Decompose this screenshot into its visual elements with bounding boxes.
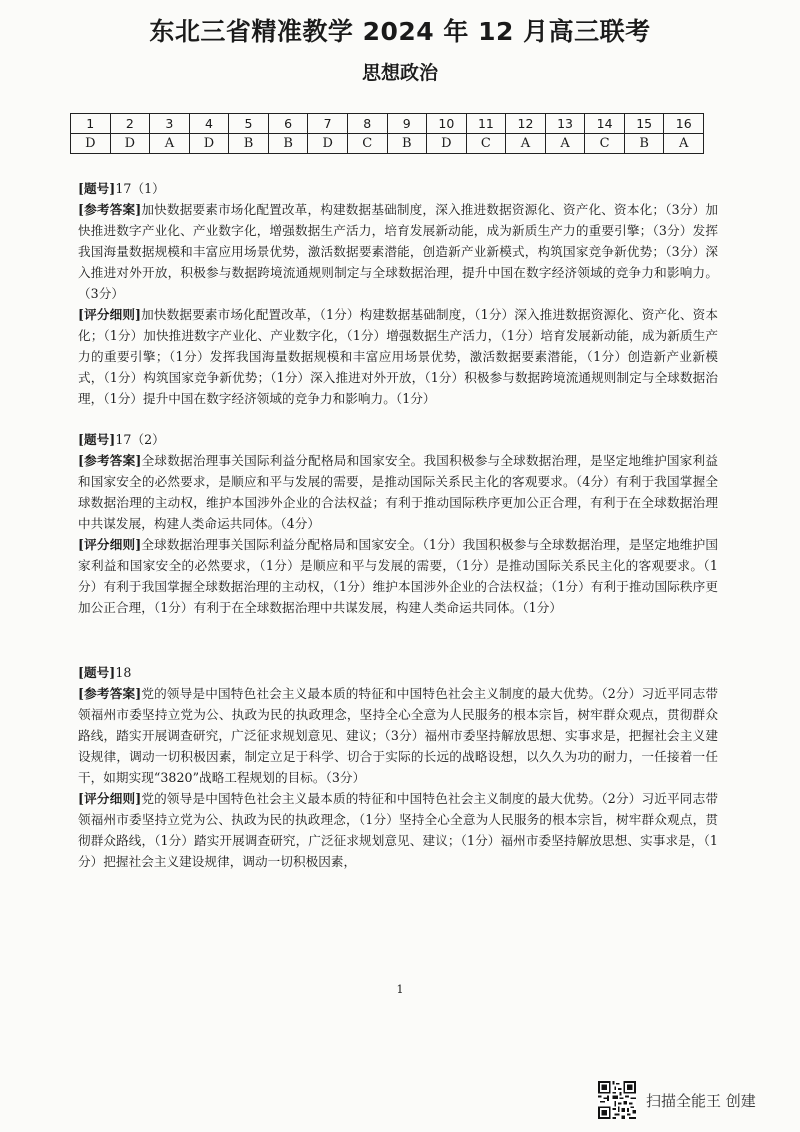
question-number-cell: 7 (308, 114, 348, 134)
question-number-cell: 8 (347, 114, 387, 134)
question-number: 17（2） (115, 432, 165, 447)
page-title: 东北三省精准教学 2024 年 12 月高三联考 (149, 17, 651, 46)
question-label: [题号] (78, 432, 116, 447)
page-number: 1 (396, 983, 404, 996)
answer-cell: D (427, 134, 467, 154)
question-number-cell: 12 (506, 114, 546, 134)
reference-answer-text: 党的领导是中国特色社会主义最本质的特征和中国特色社会主义制度的最大优势。（2分）习近平同志带领福州市委坚持立党为公、执政为民的执政理念，坚持全心全意为人民服务的根本宗旨，树牢群众观点，贯彻群众路线，踏实开展调查研究，广泛征求规划意见、建议；（3分）福州市委坚持解放思想、实事求是，把握社会主义建设规律，调动一切积极因素，制定立足于科学、切合于实际的长远的战略设想，以久久为功的耐力，一任接着一任干，如期实现“3820”战略工程规划的目标。（3分） (78, 686, 718, 785)
page-subtitle: 思想政治 (361, 62, 438, 84)
answer-cell: B (229, 134, 269, 154)
answer-cell: C (585, 134, 625, 154)
reference-answer-label: [参考答案] (78, 202, 142, 217)
question-label: [题号] (78, 181, 116, 196)
answer-cell: A (506, 134, 546, 154)
scoring-rules (78, 304, 718, 409)
question-number-line (78, 178, 718, 199)
scanner-watermark (598, 1080, 788, 1120)
qr-code-icon (598, 1081, 636, 1119)
question-number-cell: 16 (664, 114, 704, 134)
answer-cell: A (150, 134, 190, 154)
question-number: 17（1） (115, 181, 165, 196)
answer-cell: A (545, 134, 585, 154)
question-number-cell: 9 (387, 114, 427, 134)
scoring-rules-text: 党的领导是中国特色社会主义最本质的特征和中国特色社会主义制度的最大优势。（2分）习近平同志带领福州市委坚持立党为公、执政为民的执政理念，（1分）坚持全心全意为人民服务的根本宗旨，树牢群众观点，贯彻群众路线，（1分）踏实开展调查研究，广泛征求规划意见、建议；（1分）福州市委坚持解放思想、实事求是，（1分）把握社会主义建设规律，调动一切积极因素， (78, 791, 718, 869)
answer-cell: B (387, 134, 427, 154)
scanner-watermark-text: 扫描全能王 创建 (646, 1091, 756, 1110)
answer-table-answer-row (71, 134, 704, 154)
reference-answer-label: [参考答案] (78, 686, 142, 701)
reference-answer (78, 199, 718, 304)
question-number-line (78, 662, 718, 683)
scoring-rules-text: 加快数据要素市场化配置改革，（1分）构建数据基础制度，（1分）深入推进数据资源化、资产化、资本化；（1分）加快推进数字产业化、产业数字化，（1分）增强数据生产活力，（1分）培育发展新动能，成为新质生产力的重要引擎；（1分）发挥我国海量数据规模和丰富应用场景优势，激活数据要素潜能，（1分）创造新产业新模式，（1分）构筑国家竞争新优势；（1分）深入推进对外开放，（1分）积极参与数据跨境流通规则制定与全球数据治理，（1分）提升中国在数字经济领域的竞争力和影响力。（1分） (78, 307, 719, 406)
question-number-line (78, 429, 718, 450)
answer-cell: D (71, 134, 111, 154)
reference-answer-text: 全球数据治理事关国际利益分配格局和国家安全。我国积极参与全球数据治理，是坚定地维护国家利益和国家安全的必然要求，是顺应和平与发展的需要，是推动国际关系民主化的客观要求。（4分）有利于我国掌握全球数据治理的主动权，维护本国涉外企业的合法权益；有利于推动国际秩序更加公正合理，有利于在全球数据治理中共谋发展，构建人类命运共同体。（4分） (78, 453, 718, 531)
answer-cell: A (664, 134, 704, 154)
question-section-18 (78, 662, 718, 872)
answer-table (70, 113, 704, 154)
question-number-cell: 3 (150, 114, 190, 134)
question-section-17-2 (78, 429, 718, 618)
question-section-17-1 (78, 178, 718, 409)
question-number-cell: 4 (189, 114, 229, 134)
reference-answer-label: [参考答案] (78, 453, 142, 468)
scoring-rules-text: 全球数据治理事关国际利益分配格局和国家安全。（1分）我国积极参与全球数据治理，是坚定地维护国家利益和国家安全的必然要求，（1分）是顺应和平与发展的需要，（1分）是推动国际关系民主化的客观要求。（1分）有利于我国掌握全球数据治理的主动权，（1分）维护本国涉外企业的合法权益；（1分）有利于推动国际秩序更加公正合理，（1分）有利于在全球数据治理中共谋发展，构建人类命运共同体。（1分） (78, 537, 718, 615)
question-number-cell: 1 (71, 114, 111, 134)
question-number-cell: 11 (466, 114, 506, 134)
scoring-rules (78, 534, 718, 618)
scoring-rules (78, 788, 718, 872)
reference-answer (78, 683, 718, 788)
question-label: [题号] (78, 665, 116, 680)
question-number-cell: 10 (427, 114, 467, 134)
scoring-rules-label: [评分细则] (78, 791, 142, 806)
answer-content (78, 178, 718, 872)
answer-cell: B (624, 134, 664, 154)
answer-table-number-row (71, 114, 704, 134)
reference-answer (78, 450, 718, 534)
question-number-cell: 15 (624, 114, 664, 134)
answer-cell: D (308, 134, 348, 154)
question-number-cell: 2 (110, 114, 150, 134)
question-number-cell: 14 (585, 114, 625, 134)
answer-cell: B (268, 134, 308, 154)
answer-cell: D (189, 134, 229, 154)
question-number-cell: 5 (229, 114, 269, 134)
question-number-cell: 6 (268, 114, 308, 134)
answer-cell: C (466, 134, 506, 154)
scoring-rules-label: [评分细则] (78, 537, 142, 552)
reference-answer-text: 加快数据要素市场化配置改革，构建数据基础制度，深入推进数据资源化、资产化、资本化；（3分）加快推进数字产业化、产业数字化，增强数据生产活力，培育发展新动能，成为新质生产力的重要引擎；（3分）发挥我国海量数据规模和丰富应用场景优势，激活数据要素潜能，创造新产业新模式，构筑国家竞争新优势；（3分）深入推进对外开放，积极参与数据跨境流通规则制定与全球数据治理，提升中国在数字经济领域的竞争力和影响力。（3分） (78, 202, 718, 301)
answer-cell: C (347, 134, 387, 154)
question-number-cell: 13 (545, 114, 585, 134)
question-number: 18 (115, 665, 132, 680)
answer-cell: D (110, 134, 150, 154)
scoring-rules-label: [评分细则] (78, 307, 142, 322)
